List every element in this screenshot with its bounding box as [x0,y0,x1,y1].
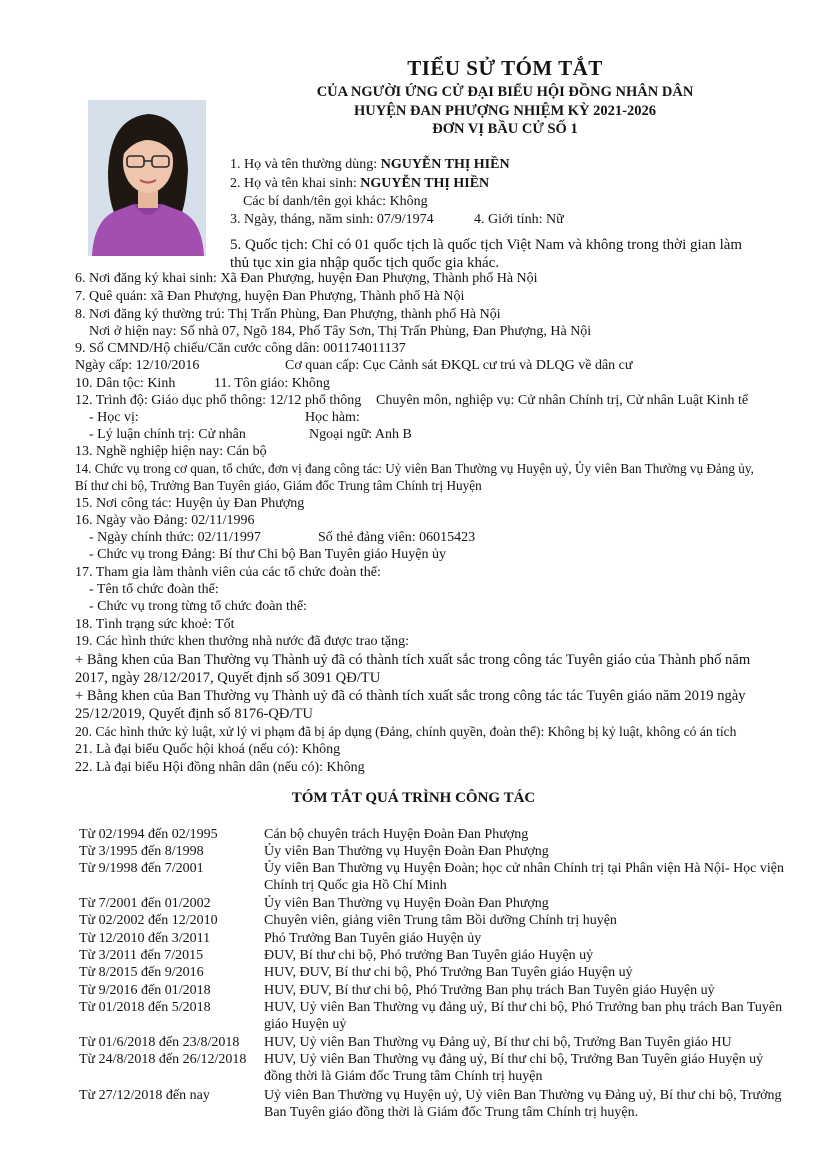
field-education: 12. Trình độ: Giáo dục phổ thông: 12/12 phổ thông [75,393,362,408]
work-description: HUV, Uỷ viên Ban Thường vụ đảng uỷ, Bí thư chi bộ, Trưởng Ban Tuyên giáo Huyện uỷ đồng thời là Giám đốc Trung tâm Chính trị huyện [264,1052,764,1084]
field-id-issue-date: Ngày cấp: 12/10/2016 [75,358,200,373]
field-birth-name [230,175,489,192]
document-subtitle-2: HUYỆN ĐAN PHƯỢNG NHIỆM KỲ 2021-2026 [354,103,656,119]
field-national-assembly: 21. Là đại biểu Quốc hội khoá (nếu có): Không [75,742,341,757]
work-description: Ủy viên Ban Thường vụ Huyện Đoàn Đan Phượng [264,844,549,859]
field-organization-name: - Tên tổ chức đoàn thể: [89,582,219,597]
work-description: Cán bộ chuyên trách Huyện Đoàn Đan Phượng [264,827,529,842]
work-period: Từ 24/8/2018 đến 26/12/2018 [79,1052,247,1067]
work-period: Từ 27/12/2018 đến nay [79,1088,210,1103]
work-description: Chuyên viên, giảng viên Trung tâm Bồi dưỡng Chính trị huyện [264,913,617,928]
field-organizations: 17. Tham gia làm thành viên của các tổ chức đoàn thể: [75,565,381,580]
field-party-join-date: 16. Ngày vào Đảng: 02/11/1996 [75,513,255,528]
work-description: HUV, ĐUV, Bí thư chi bộ, Phó Trưởng Ban Tuyên giáo Huyện uỷ [264,965,633,980]
field-common-name [230,156,510,173]
work-description: HUV, Uỷ viên Ban Thường vụ đảng uỷ, Bí thư chi bộ, Phó Trưởng ban phụ trách Ban Tuyên giáo Huyện uỷ [264,1000,783,1032]
field-award-1: + Bằng khen của Ban Thường vụ Thành uỷ đã có thành tích xuất sắc trong công tác Tuyên giáo của Thành phố năm [75,652,751,668]
field-discipline: 20. Các hình thức kỷ luật, xử lý vi phạm đã bị áp dụng (Đảng, chính quyền, đoàn thể): Không bị kỷ luật, không có án tích [75,724,737,739]
field-value: NGUYỄN THỊ HIỀN [380,157,510,172]
work-period: Từ 3/1995 đến 8/1998 [79,844,204,859]
work-description: ĐUV, Bí thư chi bộ, Phó trưởng Ban Tuyên giáo Huyện uỷ [264,948,594,963]
field-gender: 4. Giới tính: Nữ [474,212,564,227]
work-description: Ủy viên Ban Thường vụ Huyện Đoàn; học cử nhân Chính trị tại Phân viện Hà Nội- Học viện Chính trị Quốc gia Hồ Chí Minh [264,861,785,893]
portrait-illustration [88,100,206,256]
field-label: 1. Họ và tên thường dùng: [230,157,381,172]
work-description: Phó Trưởng Ban Tuyên giáo Huyện ủy [264,931,482,946]
document-title: TIỂU SỬ TÓM TẮT [407,56,603,80]
field-academic-title: Học hàm: [305,410,360,425]
work-description: HUV, Uỷ viên Ban Thường vụ Đảng uỷ, Bí thư chi bộ, Trưởng Ban Tuyên giáo HU [264,1035,732,1050]
field-birth-registration: 6. Nơi đăng ký khai sinh: Xã Đan Phượng, huyện Đan Phượng, Thành phố Hà Nội [75,271,538,286]
work-period: Từ 8/2015 đến 9/2016 [79,965,204,980]
field-occupation: 13. Nghề nghiệp hiện nay: Cán bộ [75,444,267,459]
field-organization-position: - Chức vụ trong từng tổ chức đoàn thể: [89,599,307,614]
field-party-card: Số thẻ đảng viên: 06015423 [318,530,476,545]
work-period: Từ 9/2016 đến 01/2018 [79,983,211,998]
work-period: Từ 02/1994 đến 02/1995 [79,827,218,842]
field-position: 14. Chức vụ trong cơ quan, tổ chức, đơn vị đang công tác: Uỷ viên Ban Thường vụ Huyện uỷ, Ủy viên Ban Thường vụ Đảng ủy, [75,461,754,476]
work-period: Từ 7/2001 đến 01/2002 [79,896,211,911]
field-position-cont: Bí thư chi bộ, Trưởng Ban Tuyên giáo, Giám đốc Trung tâm Chính trị Huyện [75,478,482,493]
field-award-2: + Bằng khen của Ban Thường vụ Thành uỷ đã có thành tích xuất sắc trong công tác tác Tuyên giáo năm 2019 ngày [75,688,746,704]
field-awards: 19. Các hình thức khen thưởng nhà nước đã được trao tặng: [75,634,410,649]
work-period: Từ 3/2011 đến 7/2015 [79,948,204,963]
field-aliases: Các bí danh/tên gọi khác: Không [243,194,428,209]
work-history-title: TÓM TẮT QUÁ TRÌNH CÔNG TÁC [291,790,536,806]
field-workplace: 15. Nơi công tác: Huyện ủy Đan Phượng [75,496,305,511]
field-award-2-cont: 25/12/2019, Quyết định số 8176-QĐ/TU [75,706,313,722]
field-id-issuer: Cơ quan cấp: Cục Cảnh sát ĐKQL cư trú và DLQG về dân cư [285,358,633,373]
field-nationality-cont: thủ tục xin gia nhập quốc tịch quốc gia khác. [230,255,500,271]
field-current-address: Nơi ở hiện nay: Số nhà 07, Ngõ 184, Phố Tây Sơn, Thị Trấn Phùng, Đan Phượng, Hà Nội [89,324,592,339]
field-health: 18. Tình trạng sức khoẻ: Tốt [75,617,235,632]
work-period: Từ 9/1998 đến 7/2001 [79,861,204,876]
work-period: Từ 02/2002 đến 12/2010 [79,913,218,928]
work-period: Từ 12/2010 đến 3/2011 [79,931,211,946]
field-permanent-residence: 8. Nơi đăng ký thường trú: Thị Trấn Phùng, Đan Phượng, thành phố Hà Nội [75,307,501,322]
field-degree: - Học vị: [89,410,139,425]
field-label: 2. Họ và tên khai sinh: [230,176,361,191]
work-description: HUV, ĐUV, Bí thư chi bộ, Phó Trưởng Ban phụ trách Ban Tuyên giáo Huyện uỷ [264,983,715,998]
field-nationality: 5. Quốc tịch: Chỉ có 01 quốc tịch là quốc tịch Việt Nam và không trong thời gian làm [230,237,743,253]
field-peoples-council: 22. Là đại biểu Hội đồng nhân dân (nếu có): Không [75,760,365,775]
work-description: Uỷ viên Ban Thường vụ Huyện uỷ, Uỷ viên Ban Thường vụ Đảng uỷ, Bí thư chi bộ, Trưởng Ban Tuyên giáo đồng thời là Giám đốc Trung tâm Chính trị huyện. [264,1088,782,1120]
work-period: Từ 01/2018 đến 5/2018 [79,1000,211,1015]
field-party-official-date: - Ngày chính thức: 02/11/1997 [89,530,261,545]
field-religion: 11. Tôn giáo: Không [214,376,330,391]
document-subtitle-3: ĐƠN VỊ BẦU CỬ SỐ 1 [432,121,578,137]
document-subtitle-1: CỦA NGƯỜI ỨNG CỬ ĐẠI BIỂU HỘI ĐỒNG NHÂN DÂN [316,84,694,100]
field-party-position: - Chức vụ trong Đảng: Bí thư Chi bộ Ban Tuyên giáo Huyện ủy [89,547,446,562]
field-id-number: 9. Số CMND/Hộ chiếu/Căn cước công dân: 001174011137 [75,341,406,356]
portrait-photo [88,100,206,256]
field-political-theory: - Lý luận chính trị: Cử nhân [89,427,246,442]
work-period: Từ 01/6/2018 đến 23/8/2018 [79,1035,240,1050]
field-ethnicity: 10. Dân tộc: Kinh [75,376,176,391]
field-award-1-cont: 2017, ngày 28/12/2017, Quyết định số 3091 QĐ/TU [75,670,381,686]
field-value: NGUYỄN THỊ HIỀN [360,176,490,191]
field-foreign-language: Ngoại ngữ: Anh B [309,427,412,442]
field-birth-date: 3. Ngày, tháng, năm sinh: 07/9/1974 [230,212,434,227]
field-hometown: 7. Quê quán: xã Đan Phượng, huyện Đan Phượng, Thành phố Hà Nội [75,289,465,304]
field-specialization: Chuyên môn, nghiệp vụ: Cử nhân Chính trị, Cử nhân Luật Kinh tế [376,393,749,408]
work-description: Ủy viên Ban Thường vụ Huyện Đoàn Đan Phượng [264,896,549,911]
